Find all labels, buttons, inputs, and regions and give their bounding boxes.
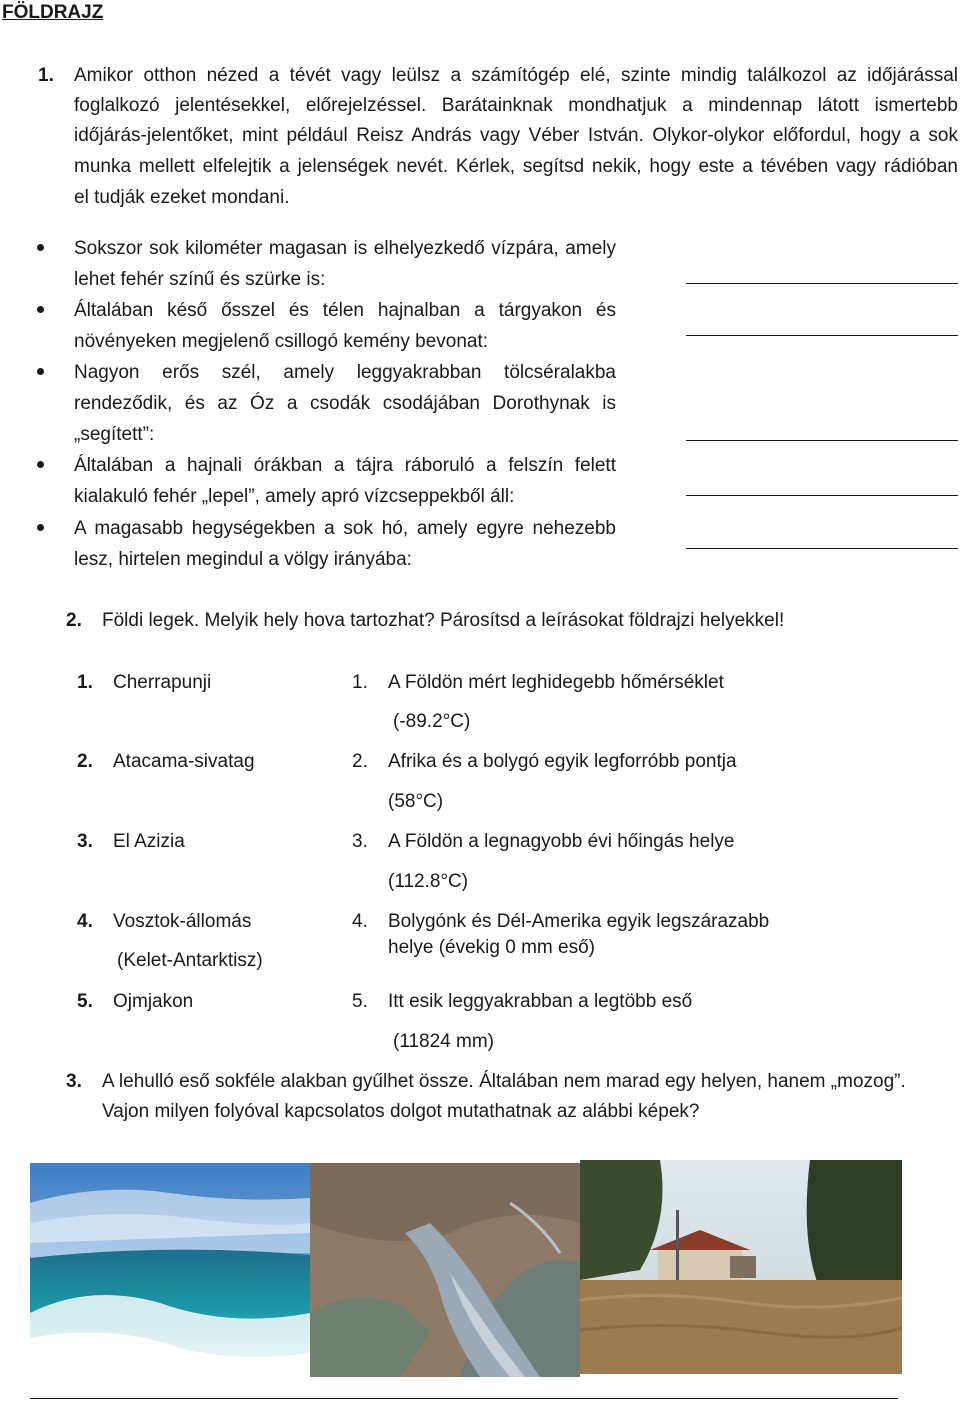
bullet-icon — [37, 244, 44, 251]
q1-item-2-line-2: növényeken megjelenő csillogó kemény bevonat: — [74, 331, 489, 352]
q1-item-1-line-1: Sokszor sok kilométer magasan is elhelyezkedő vízpára, amely — [74, 238, 616, 259]
bullet-icon — [37, 524, 44, 531]
bullet-icon — [37, 368, 44, 375]
description-number: 4. — [352, 911, 368, 932]
answer-blank-2[interactable] — [686, 335, 958, 336]
description-line: Afrika és a bolygó egyik legforróbb pontja — [388, 751, 737, 772]
description-value: (-89.2°C) — [393, 711, 471, 732]
page-title: FÖLDRAJZ — [2, 2, 104, 23]
q3-text-line-1: A lehulló eső sokféle alakban gyűlhet össze. Általában nem marad egy helyen, hanem „mozog”. — [102, 1071, 906, 1092]
q1-text-line-1: Amikor otthon nézed a tévét vagy leülsz a számítógép elé, szinte mindig találkozol az időjárással — [74, 65, 958, 86]
description-value: (58°C) — [388, 791, 444, 812]
q1-text-line-2: foglalkozó jelentésekkel, előrejelzéssel. Barátainknak mondhatjuk a mindennap látott ismertebb — [74, 95, 958, 116]
q1-item-3-line-2: rendeződik, és az Óz a csodák csodájában Dorothynak is — [74, 393, 616, 414]
place-name: El Azizia — [113, 831, 185, 852]
q1-text-line-4: munka mellett elfelejtik a jelenségek nevét. Kérlek, segítsd nekik, hogy este a tévében vagy rádióban — [74, 156, 958, 177]
answer-blank-4[interactable] — [686, 495, 958, 496]
q1-item-3-line-3: „segített”: — [74, 424, 155, 445]
q1-item-5-line-2: lesz, hirtelen megindul a völgy irányába: — [74, 549, 412, 570]
q3-text-line-2: Vajon milyen folyóval kapcsolatos dolgot mutathatnak az alábbi képek? — [102, 1101, 700, 1122]
q1-item-3-line-1: Nagyon erős szél, amely leggyakrabban tölcséralakba — [74, 362, 616, 383]
bullet-icon — [37, 306, 44, 313]
q1-item-1-line-2: lehet fehér színű és szürke is: — [74, 269, 326, 290]
q1-item-4-line-2: kialakuló fehér „lepel”, amely apró vízcseppekből áll: — [74, 486, 515, 507]
description-line: A Földön a legnagyobb évi hőingás helye — [388, 831, 735, 852]
description-number: 2. — [352, 751, 368, 772]
place-number: 5. — [77, 991, 93, 1012]
place-number: 3. — [77, 831, 93, 852]
q2-number: 2. — [66, 610, 82, 631]
q1-number: 1. — [38, 65, 54, 86]
answer-blank-3[interactable] — [686, 440, 958, 441]
waterfall-photo — [30, 1163, 310, 1377]
answer-blank-1[interactable] — [686, 283, 958, 284]
answer-blank-5[interactable] — [686, 548, 958, 549]
q1-text-line-5: el tudják ezeket mondani. — [74, 187, 290, 208]
place-name: Atacama-sivatag — [113, 751, 255, 772]
place-name: Vosztok-állomás — [113, 911, 252, 932]
place-name: Cherrapunji — [113, 672, 212, 693]
description-line: helye (évekig 0 mm eső) — [388, 937, 595, 958]
q1-text-line-3: időjárás-jelentőket, mint például Reisz András vagy Véber István. Olykor-olykor előfordul, hogy a sok — [74, 125, 958, 146]
bullet-icon — [37, 461, 44, 468]
description-value: (112.8°C) — [388, 871, 469, 892]
q2-prompt: Földi legek. Melyik hely hova tartozhat? Párosítsd a leírásokat földrajzi helyekkel! — [102, 610, 785, 631]
q1-item-4-line-1: Általában a hajnali órákban a tájra ráboruló a felszín felett — [74, 455, 616, 476]
place-name: Ojmjakon — [113, 991, 194, 1012]
place-number: 4. — [77, 911, 93, 932]
flooded-house-photo — [580, 1160, 902, 1374]
description-value: (11824 mm) — [393, 1031, 495, 1052]
q1-item-2-line-1: Általában késő ősszel és télen hajnalban a tárgyakon és — [74, 300, 616, 321]
description-number: 1. — [352, 672, 368, 693]
q1-item-5-line-1: A magasabb hegységekben a sok hó, amely egyre nehezebb — [74, 518, 616, 539]
description-number: 3. — [352, 831, 368, 852]
q3-number: 3. — [66, 1071, 82, 1092]
answer-blank-q3[interactable] — [30, 1398, 898, 1399]
description-number: 5. — [352, 991, 368, 1012]
place-number: 1. — [77, 672, 93, 693]
description-line: Itt esik leggyakrabban a legtöbb eső — [388, 991, 693, 1012]
description-line: Bolygónk és Dél-Amerika egyik legszárazabb — [388, 911, 770, 932]
place-number: 2. — [77, 751, 93, 772]
place-subname: (Kelet-Antarktisz) — [117, 950, 263, 971]
description-line: A Földön mért leghidegebb hőmérséklet — [388, 672, 724, 693]
river-delta-satellite-photo — [310, 1163, 580, 1377]
